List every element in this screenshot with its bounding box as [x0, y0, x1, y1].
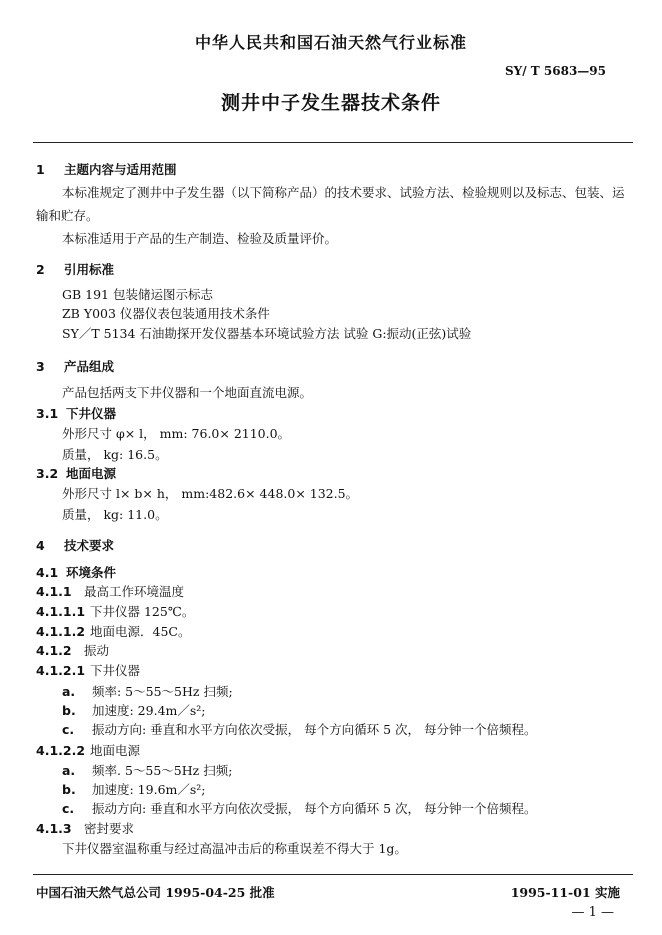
downhole-size: 外形尺寸 φ× l， mm: 76.0× 2110.0。: [62, 426, 291, 441]
clause-text: 密封要求: [84, 821, 135, 836]
list-marker: c.: [62, 722, 75, 737]
subsection-3-2-heading: [36, 464, 116, 482]
subsection-4-1-number: 4.1: [36, 565, 59, 580]
reference-item: ZB Y003 仪器仪表包装通用技术条件: [62, 306, 270, 321]
downhole-mass: 质量， kg: 16.5。: [62, 447, 168, 462]
standard-number: SY/ T 5683—95: [505, 64, 606, 78]
clause-number: 4.1.3: [36, 821, 72, 836]
surface-power-mass: 质量， kg: 11.0。: [62, 507, 168, 522]
list-marker: a.: [62, 763, 76, 778]
section-4-heading: [36, 536, 114, 554]
clause-4-1-2-1: [36, 661, 140, 679]
section-2-heading: [36, 260, 114, 278]
clause-text: 地面电源: [90, 743, 141, 758]
clause-number: 4.1.1.1: [36, 604, 86, 619]
section-3-number: 3: [36, 359, 45, 374]
list-marker: a.: [62, 684, 76, 699]
clause-4-1-3: [36, 819, 134, 837]
section-4-number: 4: [36, 538, 45, 553]
subsection-3-1-title: 下井仪器: [66, 406, 117, 421]
clause-number: 4.1.1: [36, 584, 72, 599]
industry-standard-heading: 中华人民共和国石油天然气行业标准: [194, 33, 467, 52]
subsection-3-1-heading: [36, 404, 116, 422]
clause-4-1-3-body: 下井仪器室温称重与经过高温冲击后的称重误差不得大于 1g。: [62, 841, 407, 856]
section-1-paragraph-1: 本标准规定了测井中子发生器（以下简称产品）的技术要求、试验方法、检验规则以及标志、包装、运输和贮存。: [36, 185, 625, 223]
clause-number: 4.1.2.2: [36, 743, 86, 758]
section-1-paragraph-2: 本标准适用于产品的生产制造、检验及质量评价。: [62, 231, 338, 246]
list-text: 频率. 5～55～5Hz 扫频;: [92, 763, 233, 778]
subsection-3-2-number: 3.2: [36, 466, 59, 481]
section-2-number: 2: [36, 262, 45, 277]
clause-number: 4.1.2: [36, 643, 72, 658]
surface-power-size: 外形尺寸 l× b× h， mm:482.6× 448.0× 132.5。: [62, 486, 359, 501]
reference-item: GB 191 包装储运图示标志: [62, 287, 213, 302]
approval-line: 中国石油天然气总公司 1995-04-25 批准: [36, 885, 275, 900]
clause-4-1-2-2: [36, 741, 140, 759]
list-item: [62, 780, 206, 798]
list-marker: b.: [62, 703, 76, 718]
section-1-heading: [36, 160, 177, 178]
clause-text: 振动: [84, 643, 110, 658]
section-4-title: 技术要求: [64, 538, 115, 553]
list-text: 加速度: 19.6m／s²;: [92, 782, 206, 797]
clause-number: 4.1.2.1: [36, 663, 86, 678]
list-text: 加速度: 29.4m／s²;: [92, 703, 206, 718]
subsection-3-2-title: 地面电源: [66, 466, 117, 481]
list-item: [62, 720, 537, 738]
subsection-3-1-number: 3.1: [36, 406, 59, 421]
list-item: [62, 799, 537, 817]
document-title: 测井中子发生器技术条件: [220, 92, 441, 114]
list-item: [62, 682, 233, 700]
clause-4-1-1: [36, 582, 184, 600]
clause-text: 下井仪器 125℃。: [90, 604, 195, 619]
clause-4-1-2: [36, 641, 109, 659]
section-1-number: 1: [36, 162, 45, 177]
clause-4-1-1-2: [36, 622, 190, 640]
section-3-intro: 产品包括两支下井仪器和一个地面直流电源。: [62, 385, 313, 400]
section-3-title: 产品组成: [64, 359, 115, 374]
implementation-date: 1995-11-01 实施: [510, 885, 620, 900]
list-item: [62, 761, 232, 779]
clause-text: 地面电源．45C。: [90, 624, 191, 639]
list-marker: b.: [62, 782, 76, 797]
footer-divider: [33, 874, 633, 875]
page-number: — 1 —: [571, 905, 614, 920]
section-1-title: 主题内容与适用范围: [64, 162, 177, 177]
list-marker: c.: [62, 801, 75, 816]
clause-text: 最高工作环境温度: [84, 584, 185, 599]
header-divider: [33, 142, 633, 143]
subsection-4-1-heading: [36, 563, 116, 581]
clause-text: 下井仪器: [90, 663, 141, 678]
clause-number: 4.1.1.2: [36, 624, 86, 639]
reference-item: SY／T 5134 石油勘探开发仪器基本环境试验方法 试验 G:振动(正弦)试验: [62, 326, 472, 341]
list-text: 振动方向: 垂直和水平方向依次受振， 每个方向循环 5 次， 每分钟一个倍频程。: [92, 801, 537, 816]
list-item: [62, 701, 206, 719]
section-2-title: 引用标准: [64, 262, 115, 277]
list-text: 振动方向: 垂直和水平方向依次受振， 每个方向循环 5 次， 每分钟一个倍频程。: [92, 722, 537, 737]
section-3-heading: [36, 357, 114, 375]
subsection-4-1-title: 环境条件: [66, 565, 117, 580]
clause-4-1-1-1: [36, 602, 194, 620]
list-text: 频率: 5～55～5Hz 扫频;: [92, 684, 233, 699]
